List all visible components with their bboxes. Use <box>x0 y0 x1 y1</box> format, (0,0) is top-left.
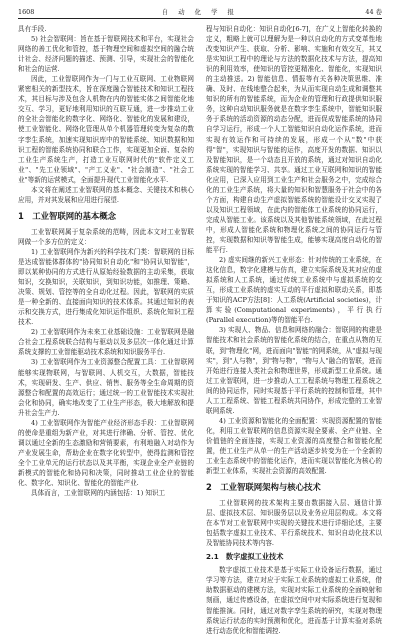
body-columns <box>18 24 382 635</box>
left-column <box>18 24 194 533</box>
paragraph: 2) 虚实间继的新兴工业形态：针对传统的工业系统，在这化信息，数字化建模与仿真，建立实际系统及其对应的虚拟系统和人工系统，通过传统工业系统中与虚拟系统的交互，形成工业系统的虚实互动的平行虚拟和联动关系，即基于知识的ACP方法[8]：人工系统(Artificial societies)，计算实验(Computational experiments)，平行执行(Parallel execution)等的智能平台. <box>206 256 382 325</box>
paragraph: 程与知识自动化：知识自动化[6-7]，在广义上智能化转换的定义，粗略上就可以理解为是一种以自动化的方式变革性地改变知识产生、获取、分析、影响、实施和有效交互，其又是实知识工程中的理论与方法的数据化技术与方法，提高知识的利用效率，使知识的管控更精准化、智能化，实现知识的主动推送。2) 智能信息、情报等有关各种决策思维、准确、及时、在线地整合起来，为从而实现自动生成和调整其知识的所有的智能系统，而为企业的管理和行政提供知识服务，这种自动知识服务就是在数字孪生系统中，智能知识服务于系统的活动资源的动态分配，进而促成智能系统的协同自学习运行，形成一个人工智能知识自动化运作系统，进而实现有效运作和可持续的发展，形成一个从"数"中获得"智"，实现知识与智能的运作，高度开发的数据、知识以及智能知识，是一个动态且开放的系统，通过对知识自动化系统实现的智能学习、共享。通过工业互联网和知识的智能化应用，已深入应用到工业生产和社会服务之中，完成综合化的工业生产系统，将大量的知识和智慧服务于社会中的各个方面，构建自动生产虚拟智能系统的智能设计交叉实现了以及知识工程领域，在此内的智能体工业系统的协同运行，完成从智能工业。该系统以及其他智能系统领域，在此过程中，形成人智能化系统和物理化系统之间的协同运行与管控，实现数据和知识等智能生成，能够实现高度自动化的智能平行. <box>206 25 382 255</box>
page-number: 1608 <box>18 7 35 16</box>
section-heading: 1 工业智联网的基本概念 <box>18 210 116 221</box>
paragraph: 本文将在阐述工业智联网的基本概念、关键技术和核心应用，并对其发展和应用进行展望. <box>18 185 194 204</box>
subsection-heading: 2.1 数字虚拟工业技术 <box>206 552 284 562</box>
paragraph: 3) 工业智联网作为工业资源整合配置工具：工业智联网能够实现物联网，与智联网、人机交互，大数据，智能技术，实现研发、生产、供应、销售、服务等全生命周期的资源整合和配置的高效运行；通过统一的工业智能技术实现社会化和协同，确实地改变了工业生产形态，极大地解放和提升社会生产力. <box>18 358 194 417</box>
journal-name: 自 动 化 学 报 <box>161 7 238 16</box>
paragraph: 3) 实现人、物品、信息和网络的融合：智联网的构建是智能技术和社会系统的智能化系统的结合，在重点从物的互联，到"物理化"网，进而面向"智能"的网系统，从"虚拟与现实"，到"人与物"，到"物与物"，"物与人"融合的智联，进而开始进行连接人类社会和物理世界，形成新型工业系统。通过工业智联网，进一步推动人工工程系统与物理工程系统之间的协同运作，同时实现基于平行系统的控制和管理，其中人工工程系统、智能工程系统共同协作，形成完整的工业智联网系统. <box>206 326 382 415</box>
paragraph: 工业智联网的技术架构主要由数据接入层、通信计算层、虚拟技术层、知识服务层以及业务应用层构成。本文将在本节对工业智联网中实现的关键技术进行详细论述，主要包括数字虚拟工业技术、平行系统技术、知识自动化技术以及智能协同技术等内容. <box>206 499 382 548</box>
paragraph: 5) 社会智联网：旨在基于智联网技术和平台，实现社会网络的善工优化和管控，基于物理空间和虚拟空间的融合统计社会、经济问题的描述、预测、引导，实现社会的智能化和社会的运营. <box>18 35 194 74</box>
paragraph: 数字虚拟工业技术是基于实际工业设备运行数据，通过学习等方法，建立对应于实际工业系统的虚拟工业系统，借助数据驱动的建模方法，实现对实际工业系统的全面映射和刻画，通过传感设备，在虚拟空间中对实际系统进行复现和智能推演。同时，通过对数字孪生系统的研究，实现对物理系统运行状态的实时预测和优化，进而基于计算实验对系统进行动态优化和智能调控. <box>206 566 382 635</box>
running-header <box>18 5 382 19</box>
section-heading: 2 工业智联网架构与核心技术 <box>206 482 321 493</box>
right-column <box>206 24 382 635</box>
paragraph: 1) 工业智联网作为新兴的科学技术门类：智联网的目标是达成智能体群体的"协同知识自动化"和"协同认知智能"，即以某种协同的方式进行从原始经验数据的主动采集，获取知识，交换知识，关联知识，到知识功能，如推理、策略、决策、规划、管控等的全自动化过程。因此，智联网的实质是一种全新的、直接面向知识的技术体系。其通过知识的表示和交换方式，进行集成化知识运作组织、系统化知识工程技术. <box>18 247 194 327</box>
paragraph: 工业智联网属于复杂系统的范畴，因此本文对工业智联网做一个多方位的定义： <box>18 227 194 246</box>
paragraph: 4) 工业智联网作为智能产业经济形态手段：工业智联网的使命是重组为新产业，对其进行律确、分析、管控、优化调以通过全新的生态激励和营销要素，有利地融入对动作为产业发展生命，帮助企业在数字化转型中，使得监测和管控全个工业单元的运行状态以及其平衡，实现企业全产业链的新模式的智能化和协同和决策，同时推动工业企业的智能化、数字化、知识化、智能化的智能产业. <box>18 418 194 488</box>
paragraph: 4) 工业资源和智能化的全面配置：实现资源配置的智能化，利用工业智联网的信息资源实现全要素、全产业链、全价值链的全面连接，实现工业资源的高度整合和智能化配置，使工业生产从单一的生产活动逐步转变为在一个全新的工业生态系统中的智能化运作，进而实现以智能化为核心的新型工业体系，实现社会资源的高效配置. <box>206 416 382 476</box>
paragraph: 具有手段. <box>18 25 47 33</box>
paragraph: 具体而言，工业智联网的内涵包括：1) 知识工 <box>31 489 166 498</box>
paragraph: 因此，工业智联网作为一门与工业互联网、工业物联网紧密相关的新型技术，旨在深度融合智能技术和知识工程技术，其目标与涉及包含人机物在内的智能实体之间智能化地交互、学习，更好地利用知识的互联互通，进一步推动工业的全社会智能化的数字化、网络化、智能化的发展和建设，使工业智能化、网络化管理从单个机器管理转变为复杂的数字孪生系统，加速实现知识库中的智能系统、知识数据和知识工程的智能系统协同和联合工作，实现更加全面、复杂的工业生产系统生产，打造工业互联网时代的"软件定义工业"、"先工业领域"、"产工义业"、"社会制造"、"社会工业"等新的运营模式，全面提升现代工业智能化水平. <box>18 75 194 184</box>
paragraph: 2) 工业智联网作为未来工业基础设施：工业智联网是融合社会工程系统联合结构与驱动以及多层次一体化通过计算系统支撑的工业智能驱动技术系统和知识服务平台. <box>18 328 194 357</box>
volume-label: 44 卷 <box>365 7 382 16</box>
